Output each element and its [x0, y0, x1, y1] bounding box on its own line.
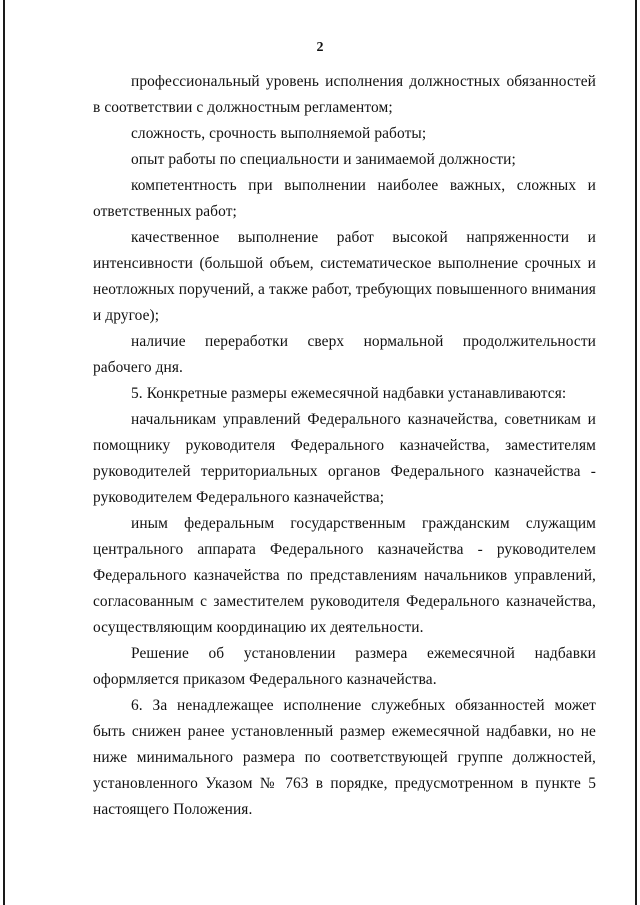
paragraph-clause-6: 6. За ненадлежащее исполнение служебных обязанностей может быть снижен ранее установленный размер ежемесячной надбавки, но не ниже минимального размера по соответствующей группе должностей, установленного Указом № 763 в порядке, предусмотренном в пункте 5 настоящего Положения. [93, 697, 596, 818]
document-body [93, 69, 596, 823]
paragraph-complexity: сложность, срочность выполняемой работы; [131, 125, 427, 142]
paragraph-competence: компетентность при выполнении наиболее важных, сложных и ответственных работ; [93, 177, 596, 220]
paragraph-professional-level: профессиональный уровень исполнения должностных обязанностей в соответствии с должностным регламентом; [93, 73, 596, 116]
scan-left-edge [3, 0, 5, 905]
paragraph-other-servants: иным федеральным государственным гражданским служащим центрального аппарата Федерального казначейства - руководителем Федерального казначейства по представлениям начальников управлений, согласованным с заместителем руководителя Федерального казначейства, осуществляющим координацию их деятельности. [93, 515, 596, 636]
paragraph-experience: опыт работы по специальности и занимаемой должности; [131, 151, 516, 168]
page-number: 2 [316, 40, 324, 55]
paragraph-clause-5: 5. Конкретные размеры ежемесячной надбавки устанавливаются: [131, 385, 567, 402]
scan-right-edge [635, 0, 637, 905]
paragraph-decision: Решение об установлении размера ежемесячной надбавки оформляется приказом Федерального казначейства. [93, 645, 596, 688]
paragraph-quality: качественное выполнение работ высокой напряженности и интенсивности (большой объем, систематическое выполнение срочных и неотложных поручений, а также работ, требующих повышенного внимания и другое); [93, 229, 596, 324]
paragraph-heads-of-departments: начальникам управлений Федерального казначейства, советникам и помощнику руководителя Федерального казначейства, заместителям руководителей территориальных органов Федерального казначейства - руководителем Федерального казначейства; [93, 411, 596, 506]
paragraph-overtime: наличие переработки сверх нормальной продолжительности рабочего дня. [93, 333, 596, 376]
